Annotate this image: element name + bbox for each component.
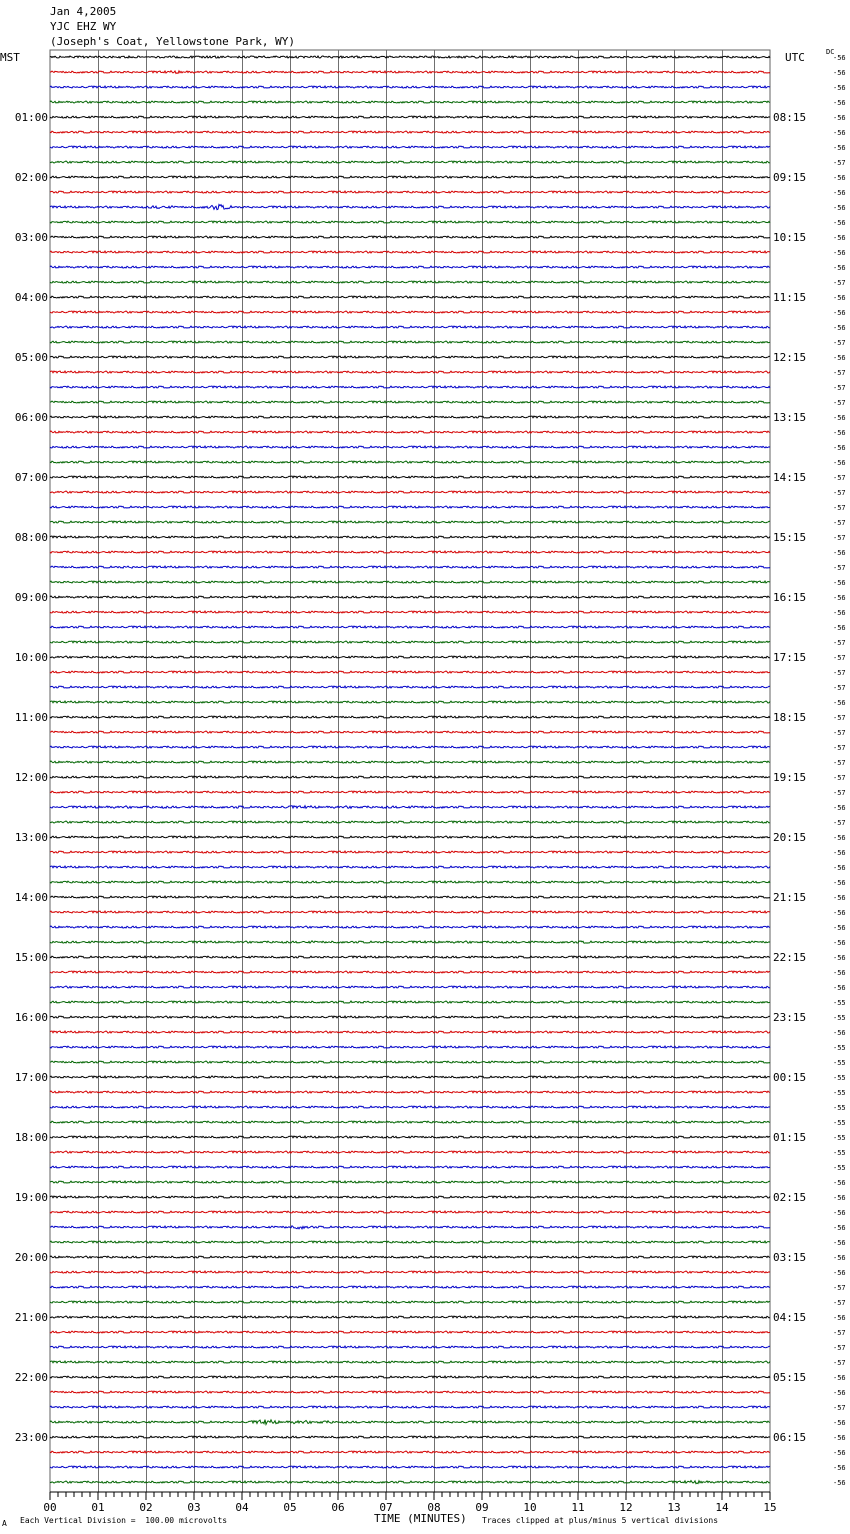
trace-line [50,476,770,478]
mst-hour-label: 07:00 [14,471,48,484]
trace-line [50,926,770,928]
dc-offset-label: -57 [833,819,846,827]
x-tick-label: 15 [763,1501,777,1514]
utc-hour-label: 14:15 [773,471,807,484]
dc-offset-label: -56 [833,54,846,62]
dc-offset-label: -56 [833,414,846,422]
utc-hour-label: 12:15 [773,351,807,364]
dc-offset-label: -57 [833,1299,846,1307]
dc-offset-label: -56 [833,1374,846,1382]
dc-offset-label: -56 [833,549,846,557]
dc-offset-label: -56 [833,1239,846,1247]
trace-line [50,1481,770,1484]
trace-line [50,236,770,238]
dc-offset-label: -56 [833,834,846,842]
dc-offset-label: -56 [833,699,846,707]
dc-offset-label: -56 [833,84,846,92]
trace-line [50,191,770,193]
trace-line [50,1301,770,1303]
dc-offset-label: -56 [833,189,846,197]
dc-offset-label: -56 [833,1254,846,1262]
trace-line [50,204,770,209]
x-tick-label: 14 [715,1501,729,1514]
utc-hour-label: 23:15 [773,1011,807,1024]
dc-offset-label: -56 [833,294,846,302]
trace-line [50,1406,770,1408]
dc-offset-label: -56 [833,924,846,932]
dc-offset-label: -56 [833,609,846,617]
trace-line [50,491,770,493]
utc-hour-label: 13:15 [773,411,807,424]
trace-line [50,521,770,523]
mst-hour-label: 21:00 [14,1311,48,1324]
dc-offset-label: -55 [833,1044,846,1052]
trace-line [50,401,770,403]
utc-hour-label: 21:15 [773,891,807,904]
dc-offset-label: -56 [833,1269,846,1277]
utc-hour-label: 00:15 [773,1071,807,1084]
trace-line [50,251,770,253]
mst-timezone-label: MST [0,51,20,64]
trace-line [50,1151,770,1153]
x-tick-label: 13 [667,1501,681,1514]
dc-offset-label: -56 [833,1314,846,1322]
mst-hour-label: 12:00 [14,771,48,784]
utc-hour-label: 22:15 [773,951,807,964]
dc-offset-label: -57 [833,489,846,497]
utc-hour-label: 08:15 [773,111,807,124]
utc-hour-label: 18:15 [773,711,807,724]
mst-hour-label: 03:00 [14,231,48,244]
dc-offset-label: -55 [833,1104,846,1112]
trace-line [50,1241,770,1243]
trace-line [50,941,770,943]
trace-line [50,1466,770,1468]
dc-offset-label: -57 [833,789,846,797]
dc-offset-label: -56 [833,174,846,182]
station-code: YJC EHZ WY [50,20,117,33]
utc-hour-label: 20:15 [773,831,807,844]
utc-hour-label: 19:15 [773,771,807,784]
mst-hour-label: 10:00 [14,651,48,664]
trace-line [50,746,770,748]
trace-line [50,866,770,868]
dc-offset-label: -57 [833,684,846,692]
trace-line [50,851,770,853]
trace-line [50,431,770,433]
trace-line [50,176,770,178]
trace-line [50,1121,770,1123]
trace-line [50,626,770,628]
trace-line [50,1256,770,1258]
trace-line [50,566,770,568]
mst-hour-label: 18:00 [14,1131,48,1144]
dc-offset-label: -56 [833,69,846,77]
utc-hour-label: 02:15 [773,1191,807,1204]
trace-line [50,101,770,103]
dc-offset-label: -56 [833,1449,846,1457]
dc-offset-label: -56 [833,249,846,257]
trace-line [50,161,770,163]
plot-date: Jan 4,2005 [50,5,117,18]
x-tick-label: 06 [331,1501,345,1514]
x-tick-label: 11 [571,1501,585,1514]
trace-line [50,731,770,733]
trace-line [50,701,770,703]
dc-offset-label: -57 [833,1359,846,1367]
dc-offset-label: -56 [833,99,846,107]
utc-hour-label: 09:15 [773,171,807,184]
dc-offset-label: -56 [833,1029,846,1037]
mst-hour-label: 11:00 [14,711,48,724]
trace-line [50,536,770,538]
x-axis-title: TIME (MINUTES) [374,1512,467,1525]
dc-offset-label: -57 [833,1404,846,1412]
dc-offset-label: -57 [833,774,846,782]
trace-line [50,716,770,718]
trace-line [50,1166,770,1168]
dc-offset-label: -55 [833,999,846,1007]
dc-offset-label: -56 [833,849,846,857]
mst-hour-label: 04:00 [14,291,48,304]
dc-offset-label: -55 [833,1089,846,1097]
trace-line [50,821,770,823]
dc-offset-label: -56 [833,129,846,137]
utc-hour-label: 06:15 [773,1431,807,1444]
trace-line [50,311,770,313]
mst-hour-label: 20:00 [14,1251,48,1264]
mst-hour-label: 13:00 [14,831,48,844]
trace-line [50,356,770,358]
trace-line [50,266,770,268]
trace-line [50,296,770,298]
x-tick-label: 07 [379,1501,393,1514]
x-tick-label: 02 [139,1501,153,1514]
dc-offset-label: -57 [833,369,846,377]
utc-hour-label: 01:15 [773,1131,807,1144]
trace-line [50,1076,770,1078]
dc-offset-label: -57 [833,504,846,512]
dc-offset-label: -56 [833,594,846,602]
dc-offset-label: -57 [833,1344,846,1352]
trace-line [50,1091,770,1093]
trace-line [50,371,770,373]
vertical-scale-note: Each Vertical Division = 100.00 microvolts [20,1516,228,1525]
trace-line [50,896,770,898]
mst-hour-label: 17:00 [14,1071,48,1084]
trace-line [50,806,770,809]
trace-line [50,611,770,613]
utc-hour-labels [773,111,806,1444]
mst-hour-label: 14:00 [14,891,48,904]
footer-mark: A [2,1519,7,1528]
station-location: (Joseph's Coat, Yellowstone Park, WY) [50,35,296,48]
x-tick-label: 08 [427,1501,441,1514]
dc-offset-label: -56 [833,114,846,122]
trace-line [50,1331,770,1333]
trace-line [50,686,770,688]
dc-offset-labels [833,54,846,1487]
x-tick-label: 05 [283,1501,297,1514]
mst-hour-label: 16:00 [14,1011,48,1024]
trace-line [50,1286,770,1288]
trace-line [50,761,770,763]
dc-offset-label: -56 [833,444,846,452]
trace-line [50,116,770,118]
trace-line [50,671,770,673]
trace-line [50,71,770,74]
trace-line [50,776,770,778]
x-axis [43,1492,776,1514]
dc-offset-label: -56 [833,459,846,467]
trace-line [50,281,770,283]
trace-line [50,551,770,553]
mst-hour-label: 09:00 [14,591,48,604]
dc-offset-label: -56 [833,144,846,152]
dc-offset-label: -57 [833,279,846,287]
dc-offset-label: -57 [833,729,846,737]
clipping-note: Traces clipped at plus/minus 5 vertical divisions [482,1516,719,1525]
trace-line [50,446,770,448]
utc-hour-label: 15:15 [773,531,807,544]
dc-offset-label: -56 [833,309,846,317]
trace-line [50,416,770,418]
trace-line [50,956,770,958]
trace-line [50,1436,770,1438]
trace-line [50,1106,770,1108]
trace-line [50,221,770,223]
trace-line [50,1061,770,1063]
utc-hour-label: 04:15 [773,1311,807,1324]
trace-line [50,1420,770,1425]
mst-hour-label: 15:00 [14,951,48,964]
trace-line [50,1376,770,1378]
dc-offset-label: -56 [833,984,846,992]
dc-offset-label: -55 [833,1059,846,1067]
dc-offset-label: -56 [833,1479,846,1487]
dc-offset-label: -56 [833,204,846,212]
trace-line [50,1196,770,1198]
utc-hour-label: 03:15 [773,1251,807,1264]
trace-line [50,1211,770,1213]
dc-offset-label: -56 [833,1179,846,1187]
seismic-traces [50,56,770,1484]
trace-line [50,1271,770,1273]
dc-offset-label: -57 [833,534,846,542]
trace-line [50,1001,770,1003]
dc-offset-label: -57 [833,564,846,572]
mst-hour-label: 08:00 [14,531,48,544]
trace-line [50,1361,770,1363]
trace-line [50,1451,770,1453]
dc-offset-label: -56 [833,894,846,902]
trace-line [50,596,770,598]
trace-line [50,341,770,343]
plot-frame [50,50,770,1492]
dc-offset-label: -56 [833,864,846,872]
dc-offset-label: -56 [833,909,846,917]
trace-line [50,1136,770,1138]
trace-line [50,146,770,148]
trace-line [50,986,770,988]
mst-hour-label: 06:00 [14,411,48,424]
dc-offset-label: -56 [833,939,846,947]
x-tick-label: 01 [91,1501,105,1514]
x-tick-label: 09 [475,1501,489,1514]
dc-offset-label: -56 [833,1464,846,1472]
dc-offset-header: DC [826,48,835,56]
x-tick-label: 04 [235,1501,249,1514]
dc-offset-label: -55 [833,1119,846,1127]
trace-line [50,1226,770,1229]
dc-offset-label: -56 [833,234,846,242]
grid-lines [50,50,770,1492]
trace-line [50,386,770,388]
dc-offset-label: -56 [833,324,846,332]
dc-offset-label: -56 [833,954,846,962]
mst-hour-labels [15,111,48,1444]
trace-line [50,1016,770,1018]
dc-offset-label: -56 [833,429,846,437]
trace-line [50,1391,770,1393]
dc-offset-label: -57 [833,399,846,407]
utc-hour-label: 17:15 [773,651,807,664]
trace-line [50,1346,770,1348]
trace-line [50,881,770,883]
dc-offset-label: -56 [833,879,846,887]
dc-offset-label: -57 [833,639,846,647]
dc-offset-label: -55 [833,1074,846,1082]
x-tick-label: 03 [187,1501,201,1514]
trace-line [50,461,770,463]
dc-offset-label: -57 [833,519,846,527]
mst-hour-label: 22:00 [14,1371,48,1384]
x-tick-label: 12 [619,1501,633,1514]
dc-offset-label: -55 [833,1164,846,1172]
dc-offset-label: -56 [833,1434,846,1442]
utc-timezone-label: UTC [785,51,805,64]
trace-line [50,86,770,88]
utc-hour-label: 05:15 [773,1371,807,1384]
dc-offset-label: -57 [833,654,846,662]
x-tick-label: 00 [43,1501,57,1514]
dc-offset-label: -57 [833,159,846,167]
trace-line [50,641,770,643]
dc-offset-label: -55 [833,1134,846,1142]
dc-offset-label: -56 [833,354,846,362]
dc-offset-label: -55 [833,1014,846,1022]
dc-offset-label: -57 [833,474,846,482]
trace-line [50,1181,770,1183]
dc-offset-label: -56 [833,579,846,587]
dc-offset-label: -56 [833,969,846,977]
trace-line [50,1046,770,1048]
dc-offset-label: -56 [833,624,846,632]
mst-hour-label: 19:00 [14,1191,48,1204]
trace-line [50,791,770,793]
trace-line [50,971,770,973]
x-tick-label: 10 [523,1501,537,1514]
dc-offset-label: -56 [833,1389,846,1397]
dc-offset-label: -57 [833,759,846,767]
dc-offset-label: -57 [833,339,846,347]
mst-hour-label: 05:00 [14,351,48,364]
mst-hour-label: 23:00 [14,1431,48,1444]
dc-offset-label: -56 [833,219,846,227]
trace-line [50,131,770,133]
dc-offset-label: -56 [833,1224,846,1232]
mst-hour-label: 01:00 [14,111,48,124]
utc-hour-label: 16:15 [773,591,807,604]
dc-offset-label: -56 [833,264,846,272]
trace-line [50,656,770,658]
trace-line [50,326,770,328]
dc-offset-label: -57 [833,744,846,752]
trace-line [50,506,770,508]
dc-offset-label: -57 [833,1284,846,1292]
dc-offset-label: -55 [833,1149,846,1157]
mst-hour-label: 02:00 [14,171,48,184]
dc-offset-label: -56 [833,1419,846,1427]
utc-hour-label: 10:15 [773,231,807,244]
dc-offset-label: -57 [833,1329,846,1337]
trace-line [50,56,770,58]
dc-offset-label: -56 [833,804,846,812]
trace-line [50,911,770,913]
trace-line [50,836,770,838]
dc-offset-label: -57 [833,384,846,392]
dc-offset-label: -57 [833,714,846,722]
trace-line [50,581,770,583]
dc-offset-label: -56 [833,1194,846,1202]
dc-offset-label: -57 [833,669,846,677]
trace-line [50,1316,770,1318]
utc-hour-label: 11:15 [773,291,807,304]
trace-line [50,1031,770,1033]
dc-offset-label: -56 [833,1209,846,1217]
